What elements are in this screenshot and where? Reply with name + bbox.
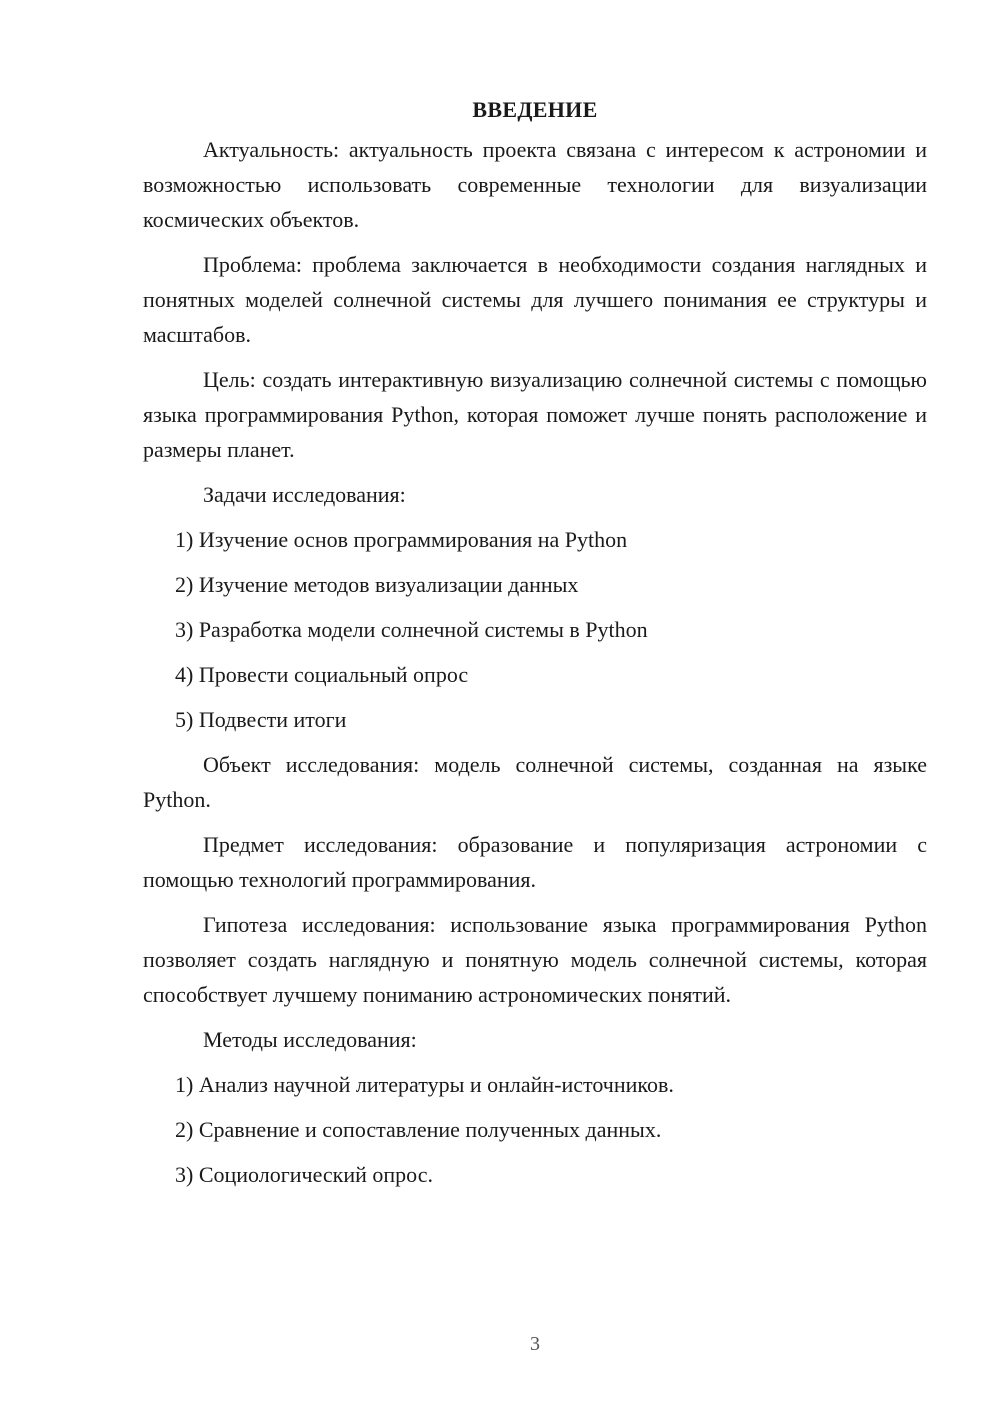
relevance-paragraph: Актуальность: актуальность проекта связана с интересом к астрономии и возможностью использовать современные технологии для визуализации космических объектов. — [143, 137, 927, 232]
method-item: 3) Социологический опрос. — [175, 1162, 433, 1187]
task-item: 4) Провести социальный опрос — [175, 662, 469, 687]
task-item: 2) Изучение методов визуализации данных — [175, 572, 579, 597]
hypothesis-paragraph: Гипотеза исследования: использование языка программирования Python позволяет создать наглядную и понятную модель солнечной системы, которая способствует лучшему пониманию астрономических понятий. — [143, 912, 927, 1007]
object-paragraph: Объект исследования: модель солнечной системы, созданная на языке Python. — [143, 752, 927, 812]
section-heading: ВВЕДЕНИЕ — [472, 97, 598, 122]
methods-title: Методы исследования: — [203, 1027, 417, 1052]
goal-paragraph: Цель: создать интерактивную визуализацию солнечной системы с помощью языка программирования Python, которая поможет лучше понять расположение и размеры планет. — [143, 367, 927, 462]
task-item: 1) Изучение основ программирования на Python — [175, 527, 628, 552]
problem-paragraph: Проблема: проблема заключается в необходимости создания наглядных и понятных моделей солнечной системы для лучшего понимания ее структуры и масштабов. — [143, 252, 927, 347]
task-item: 5) Подвести итоги — [175, 707, 347, 732]
method-item: 1) Анализ научной литературы и онлайн-источников. — [175, 1072, 674, 1097]
subject-paragraph: Предмет исследования: образование и популяризация астрономии с помощью технологий программирования. — [143, 832, 927, 892]
task-item: 3) Разработка модели солнечной системы в Python — [175, 617, 648, 642]
tasks-title: Задачи исследования: — [203, 482, 406, 507]
document-page — [143, 92, 927, 1202]
page-number: 3 — [530, 1333, 540, 1355]
method-item: 2) Сравнение и сопоставление полученных данных. — [175, 1117, 662, 1142]
